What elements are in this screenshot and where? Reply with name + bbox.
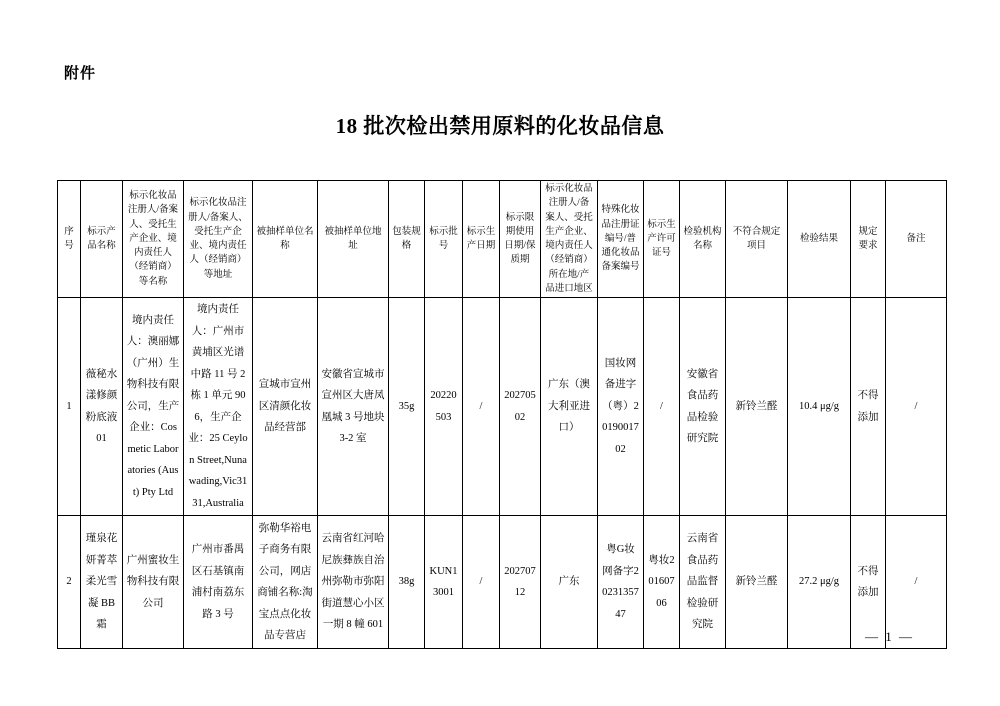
header-origin-region: 标示化妆品注册人/备案人、受托生产企业、境内责任人（经销商）所在地/产品进口地区 <box>541 181 598 298</box>
header-batch-no: 标示批号 <box>425 181 463 298</box>
header-remarks: 备注 <box>886 181 947 298</box>
header-registration-no: 特殊化妆品注册证编号/普通化妆品备案编号 <box>598 181 644 298</box>
header-requirement: 规定要求 <box>851 181 886 298</box>
header-registrant-name: 标示化妆品注册人/备案人、受托生产企业、境内责任人（经销商）等名称 <box>123 181 184 298</box>
cosmetics-info-table <box>57 180 947 649</box>
header-inspection-agency: 检验机构名称 <box>680 181 726 298</box>
cell-r2-origin-region: 广东 <box>541 516 598 649</box>
header-sampled-unit-name: 被抽样单位名称 <box>253 181 318 298</box>
cell-r2-seq: 2 <box>58 516 81 649</box>
cell-r1-product-name: 薇秘水漾修颜粉底液 01 <box>81 298 123 516</box>
cell-r2-batch-no: KUN13001 <box>425 516 463 649</box>
cell-r1-origin-region: 广东（澳大利亚进口） <box>541 298 598 516</box>
cell-r1-remarks: / <box>886 298 947 516</box>
header-sampled-unit-address: 被抽样单位地址 <box>318 181 389 298</box>
cell-r2-production-date: / <box>463 516 500 649</box>
cell-r2-production-license-no: 粤妆20160706 <box>644 516 680 649</box>
cell-r2-non-compliant-item: 新铃兰醛 <box>726 516 788 649</box>
cell-r2-registrant-address: 广州市番禺区石基镇南浦村南荔东路 3 号 <box>184 516 253 649</box>
cell-r1-expiry-date: 20270502 <box>500 298 541 516</box>
cell-r2-sampled-unit-address: 云南省红河哈尼族彝族自治州弥勒市弥阳街道慧心小区一期 8 幢 601 <box>318 516 389 649</box>
cell-r1-registrant-name: 境内责任人：澳丽娜（广州）生物科技有限公司，生产企业：Cosmetic Laboratories (Aust) Pty Ltd <box>123 298 184 516</box>
cell-r1-packaging-spec: 35g <box>389 298 425 516</box>
cell-r2-inspection-agency: 云南省食品药品监督检验研究院 <box>680 516 726 649</box>
cell-r1-production-date: / <box>463 298 500 516</box>
cell-r2-remarks: / <box>886 516 947 649</box>
cell-r1-sampled-unit-name: 宣城市宣州区清颜化妆品经营部 <box>253 298 318 516</box>
cell-r1-production-license-no: / <box>644 298 680 516</box>
header-registrant-address: 标示化妆品注册人/备案人、受托生产企业、境内责任人（经销商）等地址 <box>184 181 253 298</box>
header-expiry-date: 标示限期使用日期/保质期 <box>500 181 541 298</box>
header-non-compliant-item: 不符合规定项目 <box>726 181 788 298</box>
cell-r1-non-compliant-item: 新铃兰醛 <box>726 298 788 516</box>
cell-r2-registrant-name: 广州蜜妆生物科技有限公司 <box>123 516 184 649</box>
cell-r1-registration-no: 国妆网备进字（粤）2019001702 <box>598 298 644 516</box>
header-production-license-no: 标示生产许可证号 <box>644 181 680 298</box>
table-row <box>58 298 947 516</box>
table-header-row <box>58 181 947 298</box>
page-title: 18 批次检出禁用原料的化妆品信息 <box>335 114 665 138</box>
cell-r1-sampled-unit-address: 安徽省宣城市宣州区大唐凤凰城 3 号地块 3-2 室 <box>318 298 389 516</box>
cell-r2-test-result: 27.2 μg/g <box>788 516 851 649</box>
cell-r2-packaging-spec: 38g <box>389 516 425 649</box>
cell-r1-inspection-agency: 安徽省食品药品检验研究院 <box>680 298 726 516</box>
page-number: — 1 — <box>865 629 914 644</box>
header-seq: 序号 <box>58 181 81 298</box>
cell-r1-seq: 1 <box>58 298 81 516</box>
cell-r2-product-name: 瑾泉花妍菁萃柔光雪凝 BB 霜 <box>81 516 123 649</box>
header-packaging-spec: 包装规格 <box>389 181 425 298</box>
header-product-name: 标示产品名称 <box>81 181 123 298</box>
cell-r2-expiry-date: 20270712 <box>500 516 541 649</box>
cell-r2-requirement: 不得添加 <box>851 516 886 649</box>
header-test-result: 检验结果 <box>788 181 851 298</box>
header-production-date: 标示生产日期 <box>463 181 500 298</box>
cell-r1-registrant-address: 境内责任人：广州市黄埔区光谱中路 11 号 2 栋 1 单元 906，生产企业：25 Ceylon Street,Nunawading,Vic3131,Australia <box>184 298 253 516</box>
table-row <box>58 516 947 649</box>
cell-r1-test-result: 10.4 μg/g <box>788 298 851 516</box>
cell-r2-sampled-unit-name: 弥勒华裕电子商务有限公司，网店商铺名称:淘宝点点化妆品专营店 <box>253 516 318 649</box>
cell-r2-registration-no: 粤G妆网备字2023135747 <box>598 516 644 649</box>
cell-r1-batch-no: 20220503 <box>425 298 463 516</box>
attachment-label: 附件 <box>64 65 97 82</box>
cell-r1-requirement: 不得添加 <box>851 298 886 516</box>
